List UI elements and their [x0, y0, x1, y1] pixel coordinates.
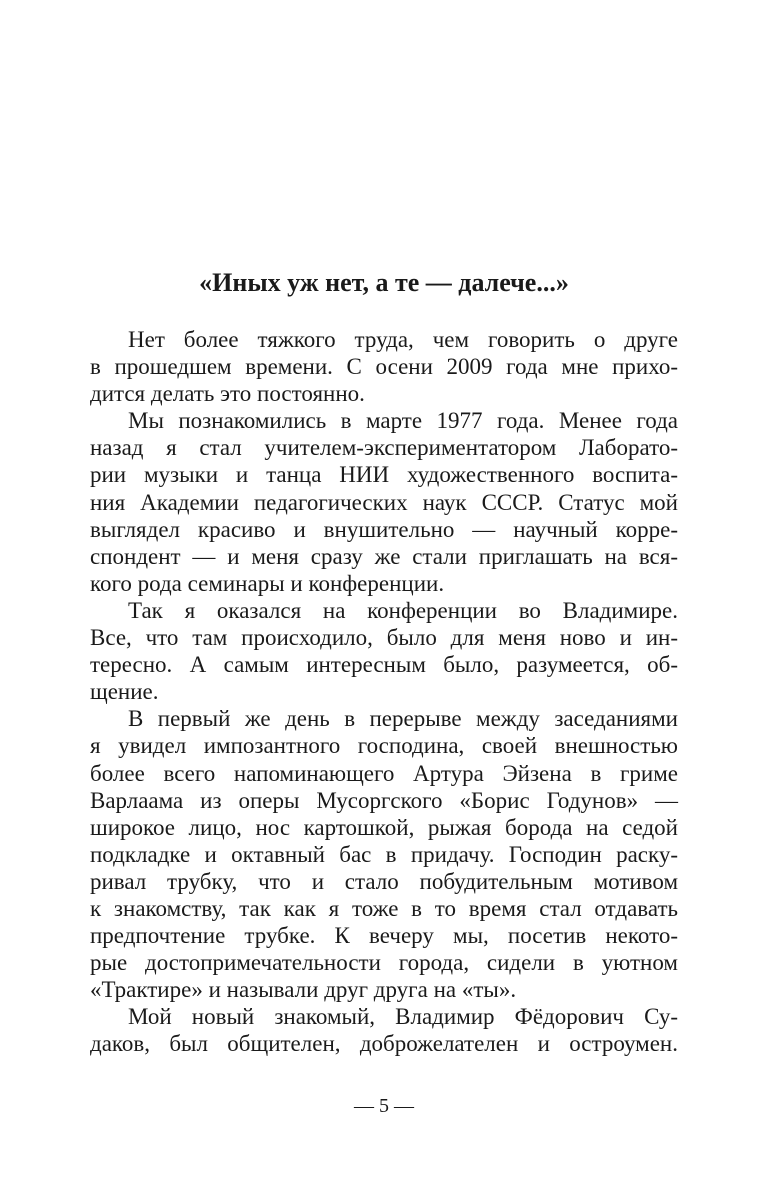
text-line: В первый же день в перерыве между заседаниями [128, 706, 678, 732]
text-line: Мой новый знакомый, Владимир Фёдорович Су- [128, 1004, 678, 1030]
text-line: Так я оказался на конференции во Владимире. [128, 597, 678, 623]
paragraph [90, 407, 678, 597]
text-line: к знакомству, так как я тоже в то время стал отдавать [90, 895, 678, 921]
text-line: «Трактире» и называли друг друга на «ты». [90, 977, 517, 1003]
text-line: Нет более тяжкого труда, чем говорить о друге [128, 327, 678, 352]
paragraph [90, 597, 678, 705]
text-line: даков, был общителен, доброжелателен и остроумен. [90, 1031, 678, 1057]
text-line: тересно. А самым интересным было, разумеется, об- [90, 652, 678, 678]
text-line: рии музыки и танца НИИ художественного воспита- [90, 462, 678, 488]
text-line: рые достопримечательности города, сидели в уютном [90, 950, 678, 976]
paragraph [90, 705, 678, 1003]
text-line: Все, что там происходило, было для меня ново и ин- [90, 625, 678, 651]
paragraph [90, 326, 678, 407]
text-line: я увидел импозантного господина, своей внешностью [90, 733, 678, 759]
text-line: назад я стал учителем-экспериментатором Лаборато- [90, 435, 678, 461]
chapter-title: «Иных уж нет, а те — далече...» [199, 268, 569, 297]
text-line: более всего напоминающего Артура Эйзена в гриме [90, 760, 678, 786]
text-line: в прошедшем времени. С осени 2009 года мне прихо- [90, 354, 678, 380]
text-line: кого рода семинары и конференции. [90, 570, 445, 596]
text-line: ривал трубку, что и стало побудительным мотивом [90, 868, 678, 894]
paragraph [90, 1003, 678, 1057]
text-line: подкладке и октавный бас в придачу. Господин раску- [90, 841, 678, 867]
text-line: Варлаама из оперы Мусоргского «Борис Годунов» — [90, 787, 678, 813]
text-line: выглядел красиво и внушительно — научный корре- [90, 516, 678, 542]
text-line: широкое лицо, нос картошкой, рыжая борода на седой [90, 814, 678, 840]
text-line: щение. [90, 679, 159, 705]
text-line: Мы познакомились в марте 1977 года. Менее года [128, 408, 678, 434]
text-line: дится делать это постоянно. [90, 381, 365, 407]
text-line: ния Академии педагогических наук СССР. Статус мой [90, 489, 678, 515]
page-number: — 5 — [354, 1095, 414, 1117]
body-text [90, 326, 678, 1058]
text-line: спондент — и меня сразу же стали приглашать на вся- [90, 543, 678, 569]
text-line: предпочтение трубке. К вечеру мы, посетив некото- [90, 923, 678, 949]
